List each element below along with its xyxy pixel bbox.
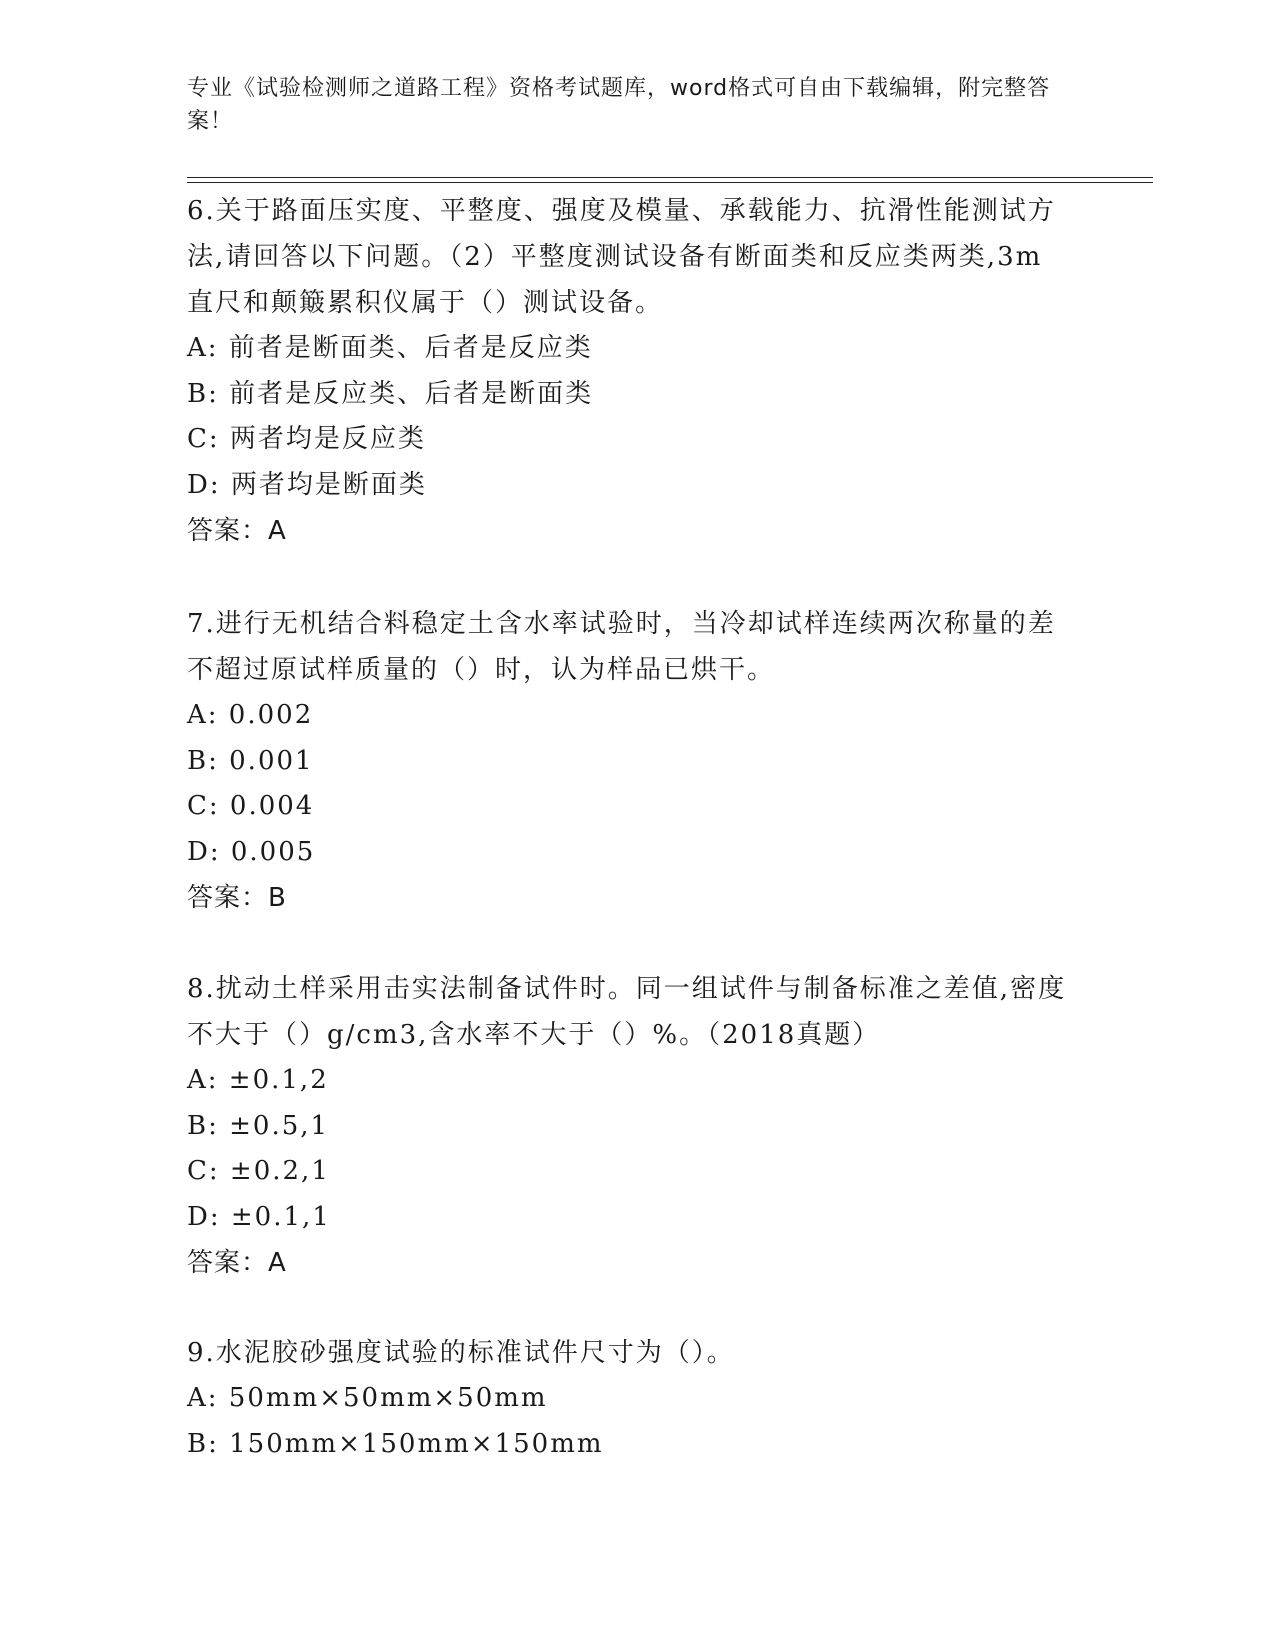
header-divider-bottom: [187, 182, 1153, 183]
option-d: D: 两者均是断面类: [187, 469, 427, 500]
question-stem: 7.进行无机结合料稳定土含水率试验时，当冷却试样连续两次称量的差不超过原试样质量的（）时，认为样品已烘干。: [187, 609, 1056, 685]
option-b: B: 前者是反应类、后者是断面类: [187, 378, 594, 409]
document-header-intro: 专业《试验检测师之道路工程》资格考试题库，word格式可自由下载编辑，附完整答案！: [187, 76, 1051, 134]
question-stem: 9.水泥胶砂强度试验的标准试件尺寸为（）。: [187, 1338, 735, 1368]
option-b: B: ±0.5,1: [187, 1110, 330, 1141]
question-8: [187, 966, 1087, 1286]
option-b: B: 0.001: [187, 745, 314, 776]
option-c: C: 两者均是反应类: [187, 424, 426, 454]
question-stem: 6.关于路面压实度、平整度、强度及模量、承载能力、抗滑性能测试方法,请回答以下问题。（2）平整度测试设备有断面类和反应类两类,3m直尺和颠簸累积仪属于（）测试设备。: [187, 196, 1056, 318]
option-a: A: 0.002: [187, 700, 314, 730]
question-7: [187, 601, 1087, 921]
question-stem: 8.扰动土样采用击实法制备试件时。同一组试件与制备标准之差值,密度不大于（）g/cm3,含水率不大于（）%。（2018真题）: [187, 974, 1067, 1050]
question-6: [187, 188, 1087, 554]
option-c: C: 0.004: [187, 791, 315, 821]
header-divider-top: [187, 177, 1153, 178]
option-c: C: ±0.2,1: [187, 1156, 330, 1186]
option-d: D: ±0.1,1: [187, 1201, 331, 1232]
option-a: A: 前者是断面类、后者是反应类: [187, 333, 593, 363]
answer-line: 答案：A: [187, 1248, 287, 1278]
option-d: D: 0.005: [187, 836, 316, 867]
answer-line: 答案：B: [187, 883, 287, 913]
option-a: A: ±0.1,2: [187, 1065, 329, 1095]
answer-line: 答案：A: [187, 516, 287, 546]
question-9: [187, 1330, 1087, 1467]
option-a: A: 50mm×50mm×50mm: [187, 1383, 548, 1413]
option-b: B: 150mm×150mm×150mm: [187, 1428, 604, 1459]
